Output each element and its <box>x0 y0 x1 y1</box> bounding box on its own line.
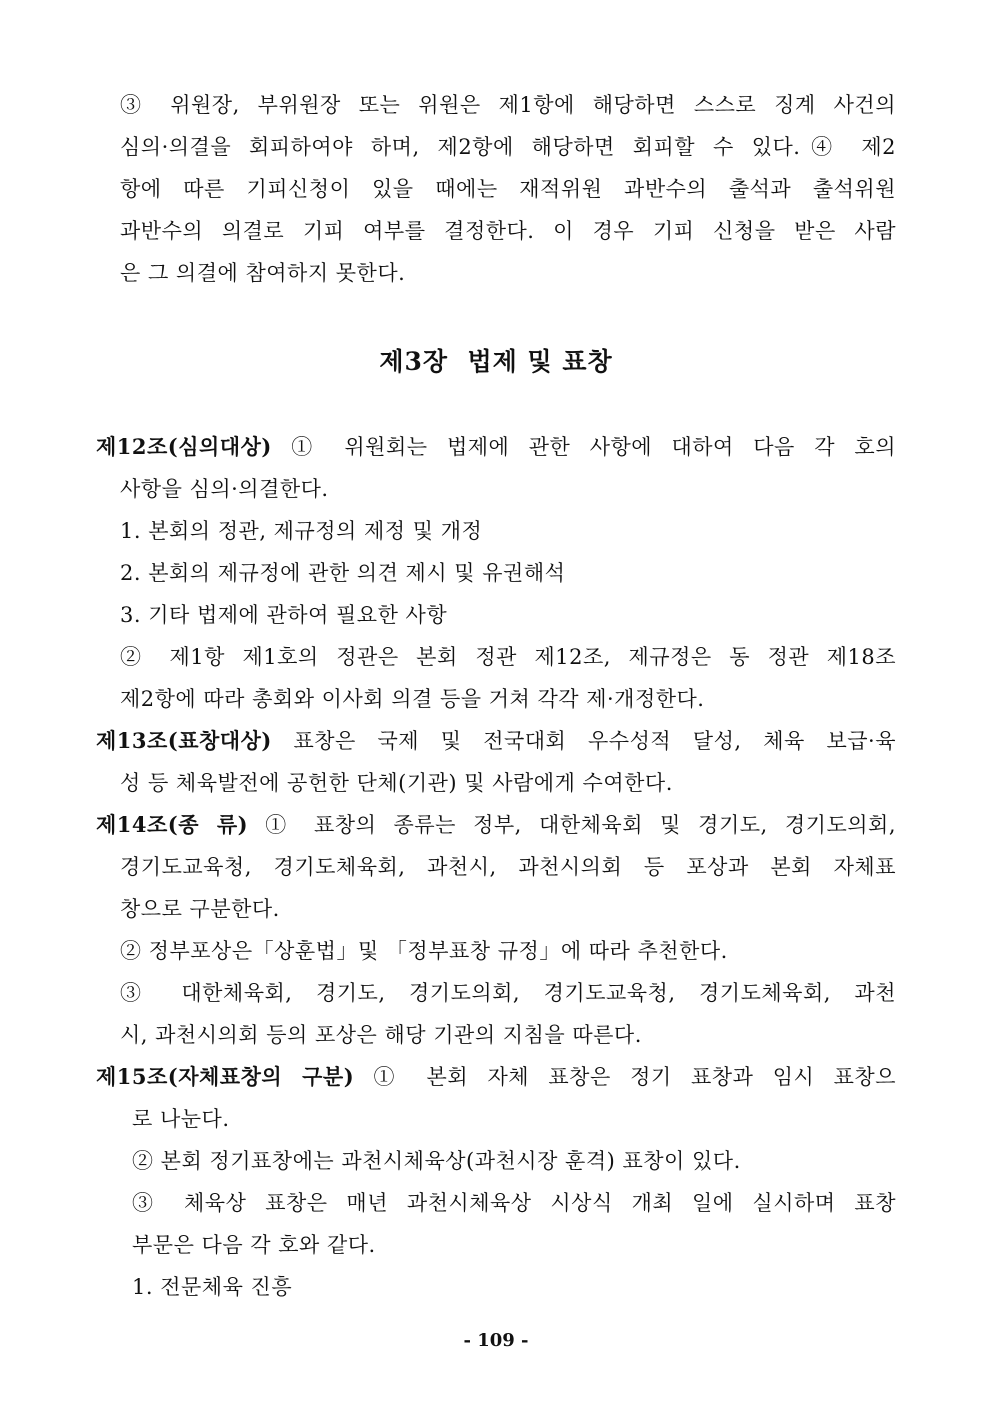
text-line: 로 나눈다. <box>132 1107 230 1131</box>
text-line: 제2항에 따라 총회와 이사회 의결 등을 거쳐 각각 제·개정한다. <box>120 687 705 711</box>
article-12-text: ① 위원회는 법제에 관한 사항에 대하여 다음 각 호의 <box>271 435 896 459</box>
chapter-title: 제3장 법제 및 표창 <box>379 347 613 376</box>
article-14-heading: 제14조(종 류) <box>96 812 249 837</box>
text-line: 심의·의결을 회피하여야 하며, 제2항에 해당하면 회피할 수 있다.④ 제2 <box>120 135 896 159</box>
article-15-heading: 제15조(자체표창의 구분) <box>96 1064 355 1089</box>
article-12-heading: 제12조(심의대상) <box>96 434 272 459</box>
text-line: 창으로 구분한다. <box>120 897 280 921</box>
text-line: ② 제1항 제1호의 정관은 본회 정관 제12조, 제규정은 동 정관 제18조 <box>120 645 896 669</box>
text-line: ② 본회 정기표창에는 과천시체육상(과천시장 훈격) 표창이 있다. <box>132 1149 741 1173</box>
article-13-text: 표창은 국제 및 전국대회 우수성적 달성, 체육 보급·육 <box>271 729 896 753</box>
text-line: ③ 위원장, 부위원장 또는 위원은 제1항에 해당하면 스스로 징계 사건의 <box>120 93 896 117</box>
page-number: - 109 - <box>463 1330 529 1351</box>
article-13-first-line <box>96 726 896 756</box>
list-item: 3. 기타 법제에 관하여 필요한 사항 <box>120 603 448 627</box>
list-item: 1. 전문체육 진흥 <box>132 1275 293 1299</box>
text-line: ② 정부포상은「상훈법」및 「정부표창 규정」에 따라 추천한다. <box>120 939 728 963</box>
text-line: 경기도교육청, 경기도체육회, 과천시, 과천시의회 등 포상과 본회 자체표 <box>120 855 896 879</box>
article-14-first-line <box>96 810 896 840</box>
text-line: ③ 대한체육회, 경기도, 경기도의회, 경기도교육청, 경기도체육회, 과천 <box>120 981 896 1005</box>
list-item: 2. 본회의 제규정에 관한 의견 제시 및 유권해석 <box>120 561 566 585</box>
article-13-heading: 제13조(표창대상) <box>96 728 272 753</box>
article-14-text: ① 표창의 종류는 정부, 대한체육회 및 경기도, 경기도의회, <box>248 813 896 837</box>
text-line: 은 그 의결에 참여하지 못한다. <box>120 261 406 285</box>
list-item: 1. 본회의 정관, 제규정의 제정 및 개정 <box>120 519 483 543</box>
article-15-first-line <box>96 1062 896 1092</box>
text-line: 항에 따른 기피신청이 있을 때에는 재적위원 과반수의 출석과 출석위원 <box>120 177 896 201</box>
article-15-text: ① 본회 자체 표창은 정기 표창과 임시 표창으 <box>354 1065 896 1089</box>
text-line: 시, 과천시의회 등의 포상은 해당 기관의 지침을 따른다. <box>120 1023 642 1047</box>
article-12-first-line <box>96 432 896 462</box>
text-line: 성 등 체육발전에 공헌한 단체(기관) 및 사람에게 수여한다. <box>120 771 673 795</box>
text-line: 부문은 다음 각 호와 같다. <box>132 1233 376 1257</box>
text-line: 과반수의 의결로 기피 여부를 결정한다. 이 경우 기피 신청을 받은 사람 <box>120 219 896 243</box>
text-line: 사항을 심의·의결한다. <box>120 477 329 501</box>
text-line: ③ 체육상 표창은 매년 과천시체육상 시상식 개최 일에 실시하며 표창 <box>132 1191 896 1215</box>
